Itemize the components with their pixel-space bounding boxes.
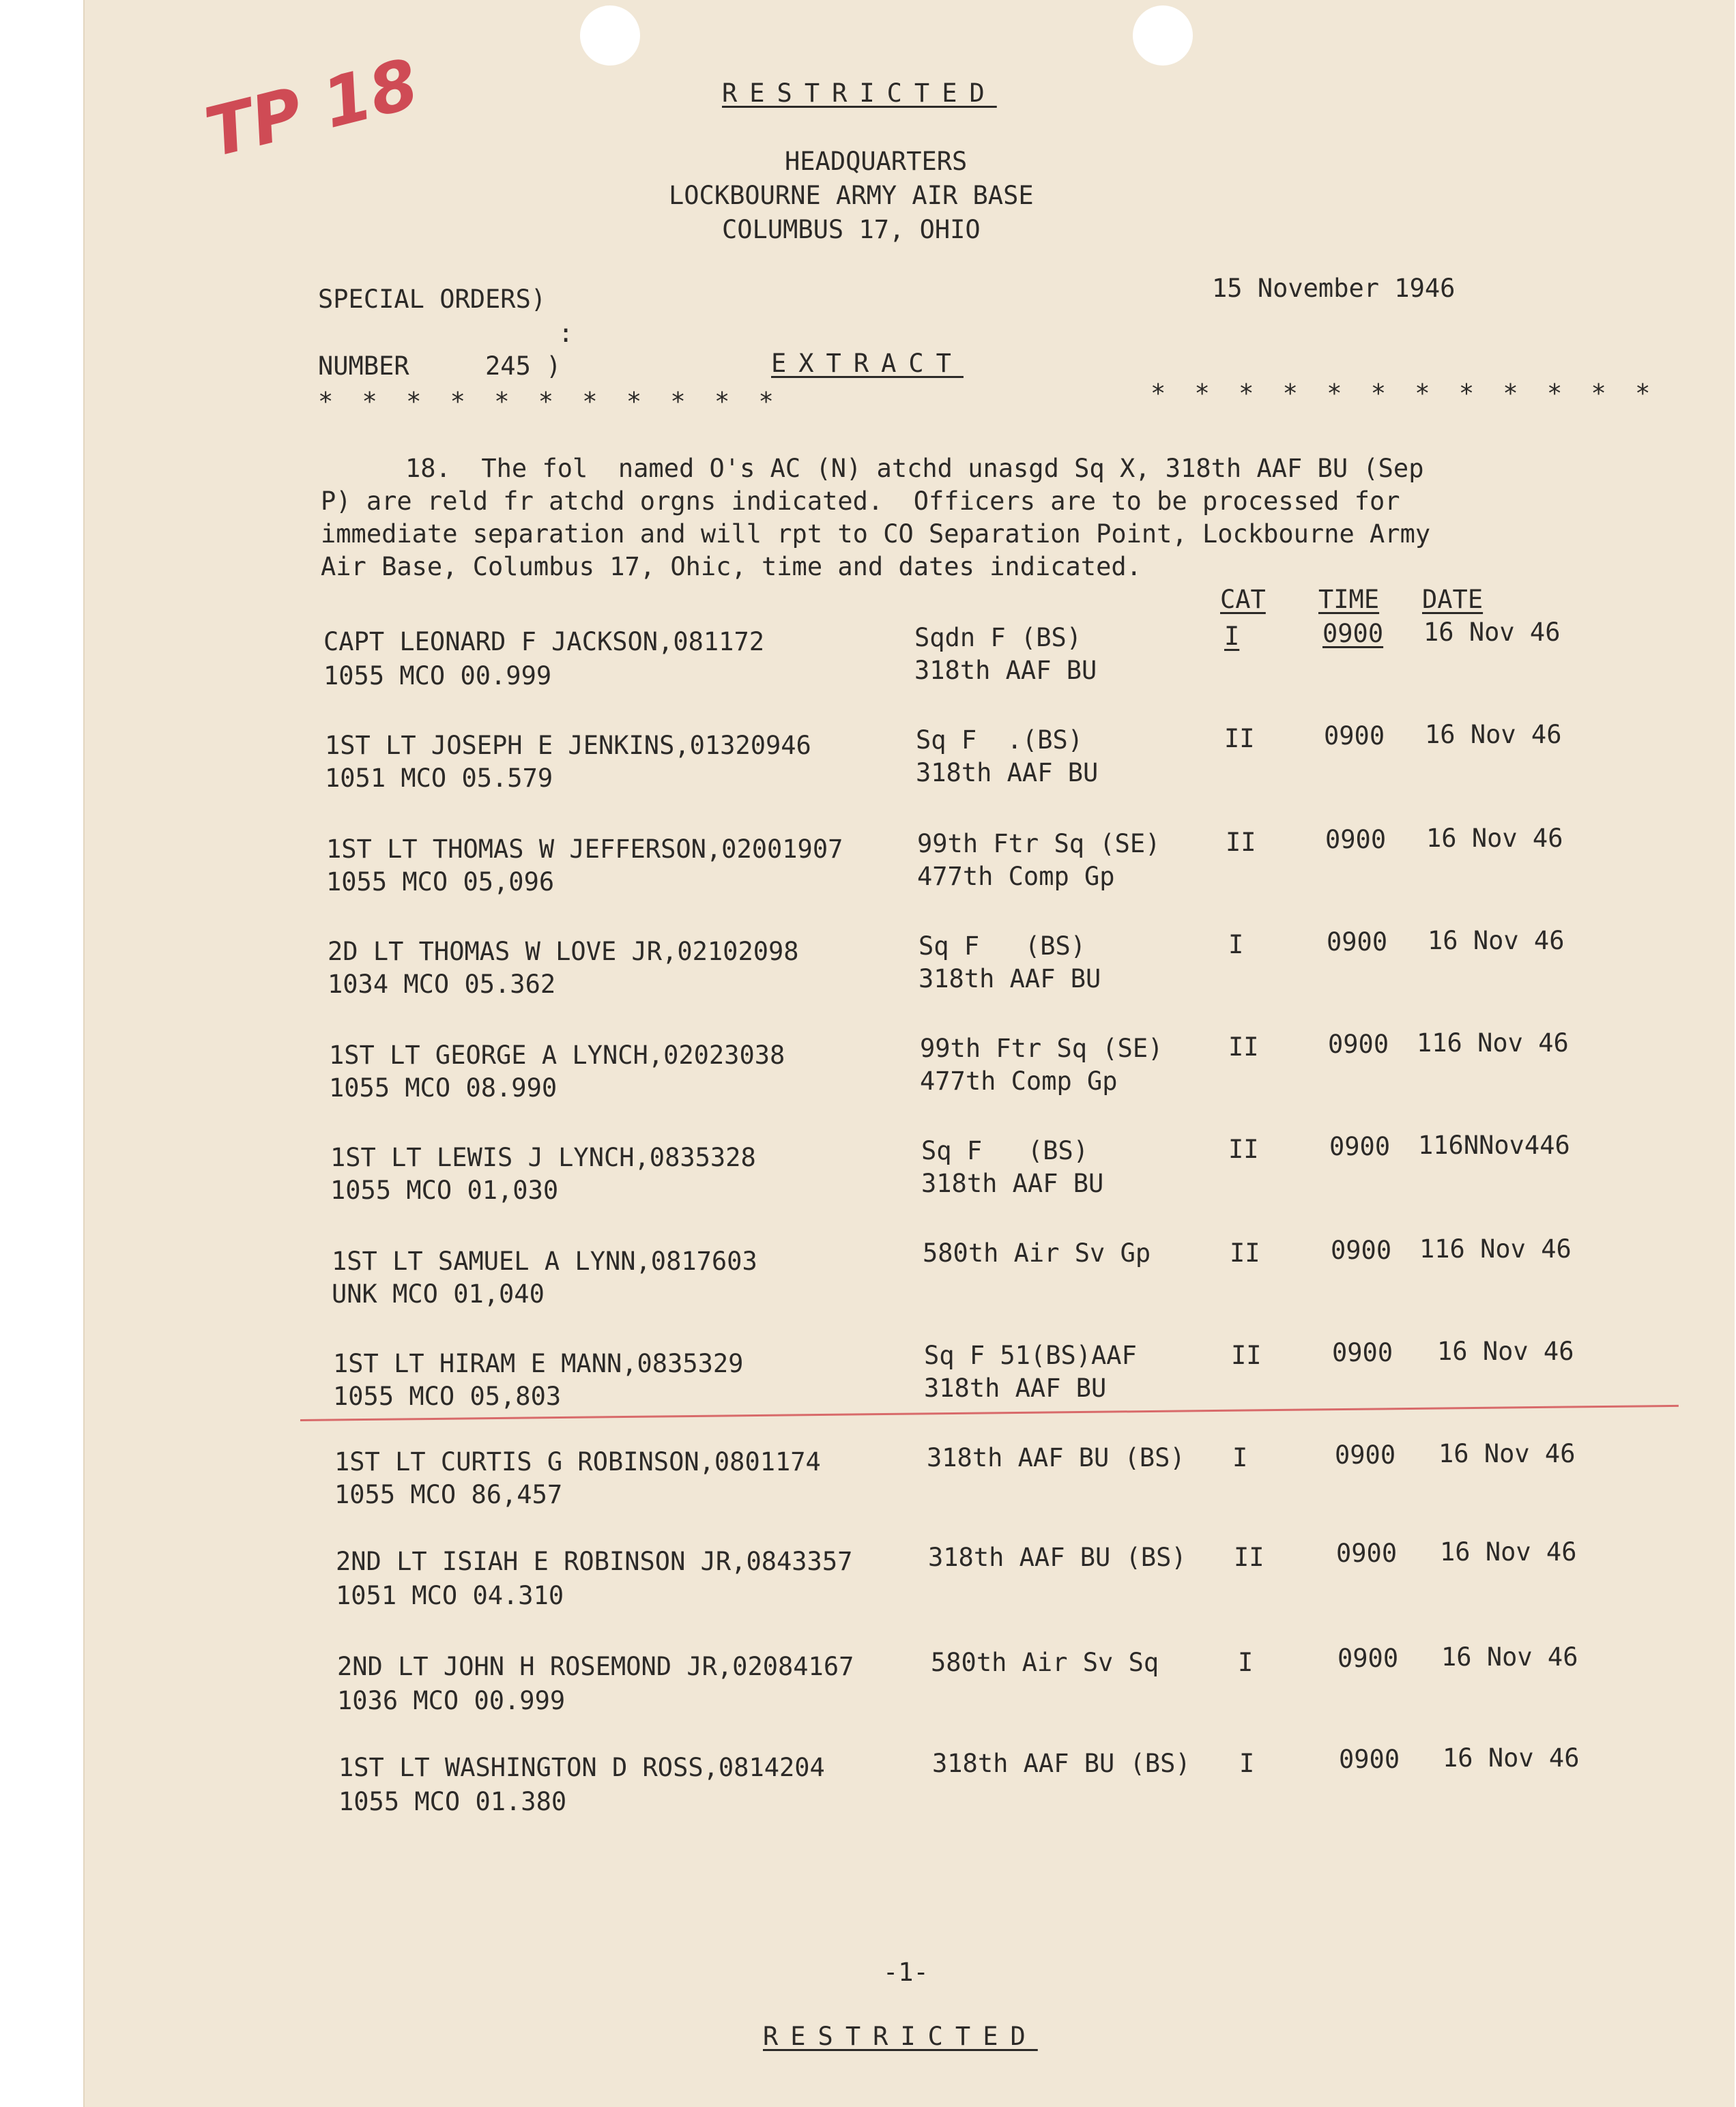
- officer-org: Sq F .(BS): [916, 725, 1084, 755]
- officer-org: 580th Air Sv Sq: [931, 1648, 1159, 1677]
- officer-time: 0900: [1325, 825, 1387, 854]
- officer-date: 116 Nov 46: [1417, 1028, 1569, 1058]
- officer-name: 1ST LT SAMUEL A LYNN,0817603: [332, 1247, 757, 1276]
- officer-cat: II: [1228, 1032, 1259, 1062]
- officer-time: 0900: [1331, 1236, 1392, 1265]
- handwritten-note: TP 18: [198, 43, 426, 173]
- officer-time: 0900: [1329, 1132, 1391, 1161]
- officer-name: 1ST LT JOSEPH E JENKINS,01320946: [325, 731, 811, 760]
- officer-org-unit: 318th AAF BU: [916, 758, 1099, 787]
- officer-time: 0900: [1337, 1644, 1399, 1673]
- officer-name: 2D LT THOMAS W LOVE JR,02102098: [328, 937, 799, 966]
- restricted-header: RESTRICTED: [722, 78, 997, 108]
- punch-hole: [1133, 5, 1193, 66]
- column-header-cat: CAT: [1220, 585, 1266, 614]
- officer-org: 318th AAF BU (BS): [928, 1543, 1187, 1572]
- officer-cat: I: [1238, 1648, 1254, 1677]
- officer-org: 318th AAF BU (BS): [932, 1749, 1191, 1778]
- officer-cat: II: [1234, 1543, 1264, 1572]
- officer-org-unit: 318th AAF BU: [914, 656, 1097, 685]
- officer-org: Sq F (BS): [918, 931, 1086, 961]
- officer-name: CAPT LEONARD F JACKSON,081172: [323, 627, 765, 656]
- officer-org: Sqdn F (BS): [914, 623, 1082, 652]
- officer-date: 16 Nov 46: [1438, 1439, 1576, 1468]
- officer-date: 16 Nov 46: [1426, 824, 1563, 853]
- officer-name: 1ST LT THOMAS W JEFFERSON,02001907: [326, 834, 843, 864]
- officer-date: 16 Nov 46: [1425, 720, 1562, 749]
- officer-org-unit: 318th AAF BU: [918, 964, 1101, 993]
- officer-cat: II: [1226, 828, 1256, 857]
- officer-code: 1051 MCO 05.579: [325, 764, 553, 793]
- officer-time: 0900: [1339, 1745, 1400, 1774]
- officer-date: 16 Nov 46: [1440, 1537, 1577, 1567]
- officer-org-unit: 318th AAF BU: [921, 1169, 1104, 1198]
- paragraph-line: Air Base, Columbus 17, Ohic, time and dates indicated.: [321, 552, 1142, 581]
- officer-name: 2ND LT ISIAH E ROBINSON JR,0843357: [336, 1547, 853, 1576]
- officer-org: Sq F 51(BS)AAF: [924, 1341, 1137, 1370]
- officer-cat: I: [1232, 1443, 1248, 1472]
- officer-name: 1ST LT CURTIS G ROBINSON,0801174: [334, 1447, 821, 1477]
- officer-time: 0900: [1336, 1539, 1398, 1568]
- restricted-footer: RESTRICTED: [763, 2022, 1038, 2051]
- officer-date: 16 Nov 46: [1437, 1337, 1574, 1366]
- punch-hole: [580, 5, 640, 66]
- page-number: -1-: [883, 1958, 929, 1987]
- base-city: COLUMBUS 17, OHIO: [722, 215, 981, 244]
- officer-name: 1ST LT GEORGE A LYNCH,02023038: [329, 1041, 785, 1070]
- officer-code: 1051 MCO 04.310: [336, 1581, 564, 1610]
- base-name: LOCKBOURNE ARMY AIR BASE: [669, 181, 1034, 210]
- officer-code: 1055 MCO 00.999: [323, 661, 552, 691]
- paragraph-line: 18. The fol named O's AC (N) atchd unasgd Sq X, 318th AAF BU (Sep: [405, 454, 1424, 483]
- officer-cat: I: [1224, 622, 1240, 651]
- officer-name: 1ST LT HIRAM E MANN,0835329: [333, 1349, 744, 1378]
- officer-code: 1055 MCO 01,030: [330, 1176, 559, 1205]
- officer-cat: II: [1228, 1135, 1259, 1164]
- stars-right: * * * * * * * * * * * *: [1151, 379, 1658, 408]
- officer-date: 116NNov446: [1418, 1131, 1570, 1160]
- officer-code: 1055 MCO 05,803: [333, 1382, 562, 1411]
- officer-time: 0900: [1335, 1440, 1396, 1470]
- extract-title: EXTRACT: [771, 349, 964, 378]
- officer-cat: II: [1230, 1238, 1260, 1268]
- officer-cat: II: [1224, 724, 1255, 753]
- officer-time: 0900: [1327, 927, 1388, 957]
- officer-date: 16 Nov 46: [1443, 1743, 1580, 1773]
- paragraph-line: P) are reld fr atchd orgns indicated. Officers are to be processed for: [321, 486, 1400, 516]
- officer-date: 16 Nov 46: [1428, 926, 1565, 955]
- officer-code: UNK MCO 01,040: [332, 1279, 545, 1309]
- officer-date: 16 Nov 46: [1441, 1642, 1578, 1672]
- paragraph-line: immediate separation and will rpt to CO Separation Point, Lockbourne Army: [321, 519, 1431, 549]
- officer-org: 580th Air Sv Gp: [923, 1238, 1151, 1268]
- officer-org: 99th Ftr Sq (SE): [917, 829, 1161, 858]
- officer-time: 0900: [1332, 1338, 1393, 1367]
- officer-name: 1ST LT WASHINGTON D ROSS,0814204: [338, 1753, 825, 1782]
- orders-number: NUMBER 245 ): [318, 351, 562, 381]
- special-orders-label: SPECIAL ORDERS): [318, 285, 547, 314]
- officer-time: 0900: [1328, 1030, 1389, 1059]
- officer-cat: I: [1239, 1749, 1255, 1778]
- officer-name: 1ST LT LEWIS J LYNCH,0835328: [330, 1143, 756, 1172]
- officer-code: 1055 MCO 05,096: [326, 867, 555, 897]
- officer-org-unit: 477th Comp Gp: [917, 862, 1115, 891]
- officer-time: 0900: [1322, 619, 1384, 648]
- officer-cat: II: [1231, 1341, 1262, 1370]
- stars-left: * * * * * * * * * * *: [318, 387, 781, 416]
- officer-org-unit: 318th AAF BU: [924, 1374, 1107, 1403]
- officer-code: 1055 MCO 86,457: [334, 1480, 563, 1509]
- headquarters-title: HEADQUARTERS: [785, 147, 968, 176]
- officer-org-unit: 477th Comp Gp: [920, 1066, 1118, 1096]
- officer-cat: I: [1228, 930, 1244, 959]
- column-header-date: DATE: [1422, 585, 1484, 614]
- officer-org: 99th Ftr Sq (SE): [920, 1034, 1163, 1063]
- officer-code: 1036 MCO 00.999: [337, 1686, 566, 1715]
- orders-colon: :: [558, 319, 574, 348]
- officer-code: 1055 MCO 01.380: [338, 1787, 567, 1816]
- officer-code: 1055 MCO 08.990: [329, 1073, 558, 1103]
- officer-org: 318th AAF BU (BS): [927, 1443, 1185, 1472]
- column-header-time: TIME: [1318, 585, 1380, 614]
- orders-date: 15 November 1946: [1212, 274, 1456, 303]
- officer-date: 16 Nov 46: [1423, 617, 1561, 647]
- officer-date: 116 Nov 46: [1419, 1234, 1572, 1264]
- officer-time: 0900: [1324, 721, 1385, 751]
- officer-name: 2ND LT JOHN H ROSEMOND JR,02084167: [337, 1652, 854, 1681]
- officer-org: Sq F (BS): [921, 1136, 1089, 1165]
- officer-code: 1034 MCO 05.362: [328, 970, 556, 999]
